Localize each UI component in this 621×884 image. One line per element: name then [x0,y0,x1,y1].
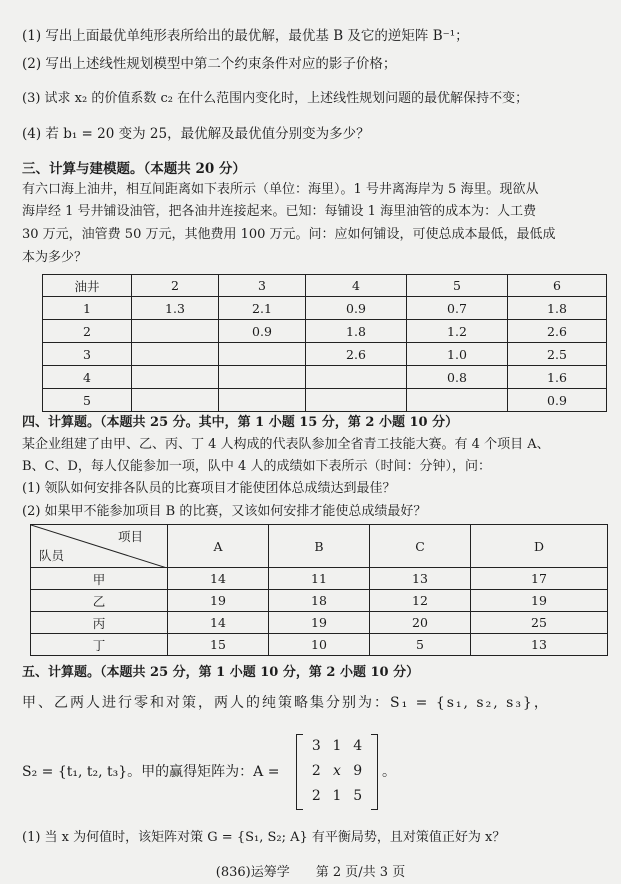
page-footer: (836)运筹学 第 2 页/共 3 页 [215,865,406,880]
table-header-cell: A [168,525,269,568]
table-cell: 2.6 [508,320,607,343]
table-cell [407,389,508,412]
table-row [31,590,608,612]
table-header-cell: 油井 [43,275,132,297]
table-header-cell: 6 [508,275,607,297]
table-cell: 10 [269,634,370,656]
oil-well-distance-table [42,274,607,412]
table-cell: 19 [168,590,269,612]
table-row [43,320,607,343]
table-cell: 0.9 [306,297,407,320]
section3-line-3: 30 万元，油管费 50 万元，其他费用 100 万元。问：应如何铺设，可使总成本最低，最低成 [22,227,556,242]
table-cell: 11 [269,568,370,590]
table-cell: 5 [370,634,471,656]
table-cell: 甲 [31,568,168,590]
section4-line-2: B、C、D，每人仅能参加一项，队中 4 人的成绩如下表所示（时间：分钟），问： [22,459,491,474]
section5-line-2 [22,764,279,781]
table-cell: 13 [370,568,471,590]
matrix-cell: 1 [332,788,342,804]
section5-title: 五、计算题。（本题共 25 分，第 1 小题 10 分，第 2 小题 10 分） [22,665,420,680]
table-cell [219,343,306,366]
table-cell: 1.2 [407,320,508,343]
matrix-cell: 4 [353,738,363,754]
table-cell [306,366,407,389]
table-cell [219,366,306,389]
section4-line-1: 某企业组建了由甲、乙、丙、丁 4 人构成的代表队参加全省青工技能大赛。有 4 个项目 A、 [22,437,550,452]
table-cell [219,389,306,412]
section4-line-3: (1) 领队如何安排各队员的比赛项目才能使团体总成绩达到最佳？ [22,481,396,496]
table-cell: 5 [43,389,132,412]
table-cell: 0.8 [407,366,508,389]
table-row [43,366,607,389]
question-2: (2) 写出上述线性规划模型中第二个约束条件对应的影子价格； [22,56,397,72]
matrix-right-bracket [371,734,378,810]
table-corner-cell [31,525,168,568]
table-cell: 1 [43,297,132,320]
section5-question-1: (1) 当 x 为何值时，该矩阵对策 G = {S₁, S₂; A} 有平衡局势，且对策值正好为 x？ [22,830,506,845]
payoff-matrix [296,734,378,810]
table-cell: 丙 [31,612,168,634]
table-row [43,389,607,412]
matrix-left-bracket [296,734,303,810]
corner-top-label: 项目 [117,529,143,544]
table-cell: 乙 [31,590,168,612]
matrix-cell: x [333,763,341,779]
matrix-cell: 2 [311,788,321,804]
matrix-cells [306,734,368,809]
question-3: (3) 试求 x₂ 的价值系数 c₂ 在什么范围内变化时，上述线性规划问题的最优解保持不变； [22,91,529,106]
table-cell: 0.9 [508,389,607,412]
table-cell: 2 [43,320,132,343]
table-cell: 20 [370,612,471,634]
section5-line-1: 甲、乙两人进行零和对策，两人的纯策略集分别为：S₁ = {s₁, s₂, s₃}， [22,695,550,711]
table-cell [132,320,219,343]
section4-line-4: (2) 如果甲不能参加项目 B 的比赛，又该如何安排才能使总成绩最好？ [22,504,427,519]
table-cell: 17 [471,568,608,590]
table-cell: 0.7 [407,297,508,320]
table-cell: 12 [370,590,471,612]
matrix-cell: 3 [311,738,321,754]
table-cell: 25 [471,612,608,634]
matrix-cell: 1 [332,738,342,754]
table-cell: 13 [471,634,608,656]
table-cell: 1.8 [508,297,607,320]
question-4: (4) 若 b₁ = 20 变为 25，最优解及最优值分别变为多少？ [22,126,370,142]
matrix-cell: 9 [353,763,363,779]
table-cell: 2.1 [219,297,306,320]
table-header-cell: B [269,525,370,568]
section3-title: 三、计算与建模题。（本题共 20 分） [22,161,246,177]
table-cell: 3 [43,343,132,366]
matrix-cell: 2 [311,763,321,779]
table-cell: 14 [168,612,269,634]
question-1: (1) 写出上面最优单纯形表所给出的最优解，最优基 B 及它的逆矩阵 B⁻¹； [22,28,469,44]
table-cell: 15 [168,634,269,656]
table-cell: 1.8 [306,320,407,343]
section3-line-4: 本为多少？ [22,250,88,265]
table-cell: 14 [168,568,269,590]
table-cell [132,389,219,412]
table-row [31,634,608,656]
table-cell [132,343,219,366]
table-cell: 19 [471,590,608,612]
matrix-cell: 5 [353,788,363,804]
table-cell: 2.5 [508,343,607,366]
table-cell: 1.0 [407,343,508,366]
table-cell [132,366,219,389]
table-row [43,343,607,366]
competition-score-table [30,524,608,656]
table-header-cell: D [471,525,608,568]
section5-line-2-prefix: S₂ = {t₁, t₂, t₃}。甲的赢得矩阵为：A = [22,764,280,780]
section5-line-2-suffix: 。 [382,764,396,780]
table-cell: 18 [269,590,370,612]
table-header-cell: 5 [407,275,508,297]
table-row [31,612,608,634]
table-cell: 0.9 [219,320,306,343]
table-cell [306,389,407,412]
table-cell: 19 [269,612,370,634]
table-header-cell: C [370,525,471,568]
table-header-cell: 2 [132,275,219,297]
table-cell: 2.6 [306,343,407,366]
table-header-cell: 3 [219,275,306,297]
table-cell: 丁 [31,634,168,656]
table-header-cell: 4 [306,275,407,297]
section4-title: 四、计算题。（本题共 25 分。其中，第 1 小题 15 分，第 2 小题 10 分） [22,415,459,430]
table-row [43,297,607,320]
table-row [31,568,608,590]
table-cell: 1.3 [132,297,219,320]
table-cell: 4 [43,366,132,389]
table-cell: 1.6 [508,366,607,389]
section3-line-1: 有六口海上油井，相互间距离如下表所示（单位：海里）。1 号井离海岸为 5 海里。现欲从 [22,182,539,197]
corner-bottom-label: 队员 [39,548,65,563]
section3-line-2: 海岸经 1 号井铺设油管，把各油井连接起来。已知：每铺设 1 海里油管的成本为：人工费 [22,204,537,219]
